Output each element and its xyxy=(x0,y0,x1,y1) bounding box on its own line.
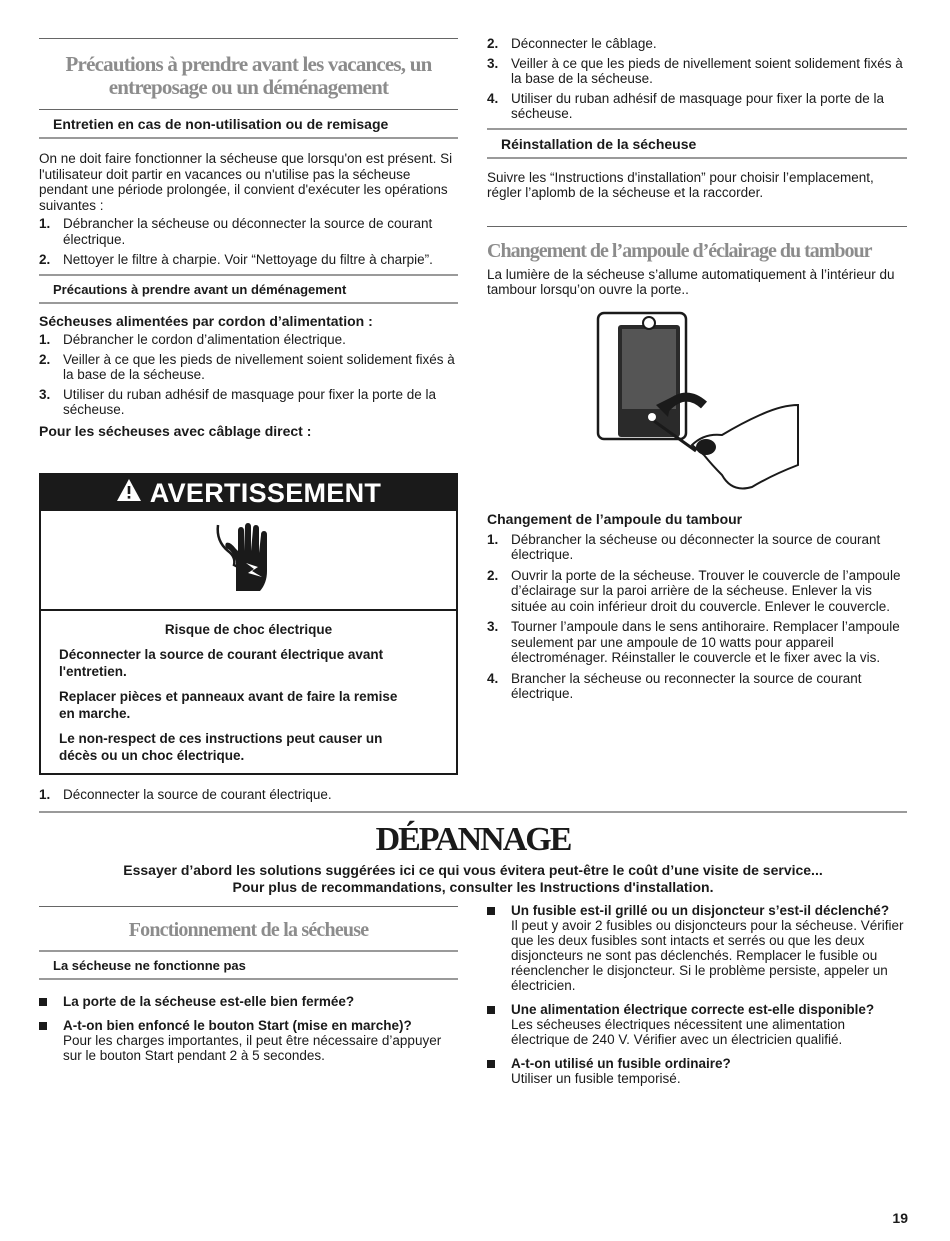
list-item: La porte de la sécheuse est-elle bien fermée? xyxy=(39,994,458,1009)
page-title: DÉPANNAGE xyxy=(375,821,571,858)
bullet-square-icon xyxy=(39,998,47,1006)
list-item: A-t-on utilisé un fusible ordinaire? Utiliser un fusible temporisé. xyxy=(487,1056,907,1086)
warning-title: AVERTISSEMENT xyxy=(149,477,382,508)
section-title-storage: Précautions à prendre avant les vacances, un entreposage ou un déménagement xyxy=(65,52,432,99)
cord-title: Sécheuses alimentées par cordon d’alimentation : xyxy=(39,312,373,329)
trouble-right-column xyxy=(487,903,907,1095)
list-item: Un fusible est-il grillé ou un disjoncteur s’est-il déclenché? Il peut y avoir 2 fusibles ou disjoncteurs pour la sécheuse. Vérifier que les deux fusibles sont intacts et serrés ou que les deux disjoncteurs ne sont pas déclenchés. Remplacer le fusible ou réenclencher le disjoncteur. Si le problème persiste, appeler un électricien. xyxy=(487,903,907,993)
list-item: 1. Débrancher la sécheuse ou déconnecter la source de courant électrique. xyxy=(39,216,433,247)
trouble-intro-2: Pour plus de recommandations, consulter les Instructions d'installation. xyxy=(232,879,714,895)
warning-triangle-icon xyxy=(116,478,142,509)
right-column-top xyxy=(487,36,907,298)
direct-title: Pour les sécheuses avec câblage direct : xyxy=(39,422,312,439)
shock-icon-area xyxy=(41,511,456,609)
list-item: 1. Débrancher le cordon d’alimentation électrique. xyxy=(39,332,346,347)
warning-line: Déconnecter la source de courant électrique avant l'entretien. xyxy=(59,647,384,679)
bullet-square-icon xyxy=(39,1022,47,1030)
trouble-intro-1: Essayer d’abord les solutions suggérées ici ce qui vous évitera peut-être le coût d’une visite de service... xyxy=(123,862,823,878)
bullet-square-icon xyxy=(487,907,495,915)
storage-steps xyxy=(39,216,458,268)
list-item: 3. Utiliser du ruban adhésif de masquage pour fixer la porte de la sécheuse. xyxy=(39,386,436,417)
section-title-operation: Fonctionnement de la sécheuse xyxy=(128,919,369,941)
bulb-steps xyxy=(487,512,907,707)
trouble-left-column xyxy=(39,906,458,1072)
troubleshooting-rule xyxy=(39,811,907,813)
bulb-cover-illustration xyxy=(592,305,804,495)
bulb-steps-title: Changement de l’ampoule du tambour xyxy=(487,511,743,527)
storage-intro: On ne doit faire fonctionner la sécheuse que lorsqu'on est présent. Si l'utilisateur doit partir en vacances ou n'utilise pas la sécheuse pendant une période prolongée, il convient d'exécuter les opérations suivantes : xyxy=(39,151,453,213)
bullet-square-icon xyxy=(487,1006,495,1014)
subhead-not-working: La sécheuse ne fonctionne pas xyxy=(39,952,458,980)
bulb-intro: La lumière de la sécheuse s’allume automatiquement à l’intérieur du tambour lorsqu’on ouvre la porte.. xyxy=(487,266,895,297)
list-item: 2. Déconnecter le câblage. xyxy=(487,36,657,51)
reinstall-text: Suivre les “Instructions d'installation” pour choisir l’emplacement, régler l’aplomb de la sécheuse et la raccorder. xyxy=(487,169,874,200)
page-number: 19 xyxy=(892,1210,908,1226)
list-item: 4. Utiliser du ruban adhésif de masquage pour fixer la porte de la sécheuse. xyxy=(487,90,884,121)
list-item: 1. Débrancher la sécheuse ou déconnecter la source de courant électrique. xyxy=(487,531,881,562)
subhead-moving: Précautions à prendre avant un déménagement xyxy=(39,276,458,304)
warning-header xyxy=(41,475,456,511)
warning-divider xyxy=(41,609,456,611)
list-item: 3. Veiller à ce que les pieds de nivellement soient solidement fixés à la base de la sécheuse. xyxy=(487,55,903,86)
list-item: 2. Nettoyer le filtre à charpie. Voir “Nettoyage du filtre à charpie”. xyxy=(39,252,433,267)
left-column-top xyxy=(39,38,458,439)
list-item: 1. Déconnecter la source de courant électrique. xyxy=(39,787,332,802)
warning-line: Replacer pièces et panneaux avant de faire la remise en marche. xyxy=(59,689,398,721)
list-item: 3. Tourner l’ampoule dans le sens antihoraire. Remplacer l’ampoule seulement par une ampoule de 10 watts pour appareil électroménager. Réinstaller le couvercle et le fixer avec la vis. xyxy=(487,619,900,665)
list-item: Une alimentation électrique correcte est-elle disponible? Les sécheuses électriques nécessitent une alimentation électrique de 240 V. Vérifier avec un électricien qualifié. xyxy=(487,1002,907,1047)
cord-steps xyxy=(39,332,458,418)
bullet-square-icon xyxy=(487,1060,495,1068)
list-item: 4. Brancher la sécheuse ou reconnecter la source de courant électrique. xyxy=(487,670,862,701)
warning-risk: Risque de choc électrique xyxy=(164,622,333,637)
subhead-reinstall: Réinstallation de la sécheuse xyxy=(487,130,907,159)
list-item: 2. Veiller à ce que les pieds de nivellement soient solidement fixés à la base de la sécheuse. xyxy=(39,351,455,382)
troubleshooting-header xyxy=(39,820,907,896)
electric-shock-hand-icon xyxy=(214,521,284,599)
warning-line: Le non-respect de ces instructions peut causer un décès ou un choc électrique. xyxy=(59,731,383,763)
section-title-bulb: Changement de l’ampoule d’éclairage du tambour xyxy=(487,239,872,262)
list-item: A-t-on bien enfoncé le bouton Start (mise en marche)? Pour les charges importantes, il peut être nécessaire d’appuyer sur le bouton Start pendant 2 à 5 secondes. xyxy=(39,1018,458,1063)
warning-box xyxy=(39,473,458,775)
subhead-storage: Entretien en cas de non-utilisation ou de remisage xyxy=(39,110,458,139)
trouble-left-items xyxy=(39,994,458,1063)
list-item: 2. Ouvrir la porte de la sécheuse. Trouver le couvercle de l’ampoule d’éclairage sur la paroi arrière de la sécheuse. Enlever la vis située au coin inférieur droit du couvercle. Enlever le couvercle. xyxy=(487,567,901,614)
